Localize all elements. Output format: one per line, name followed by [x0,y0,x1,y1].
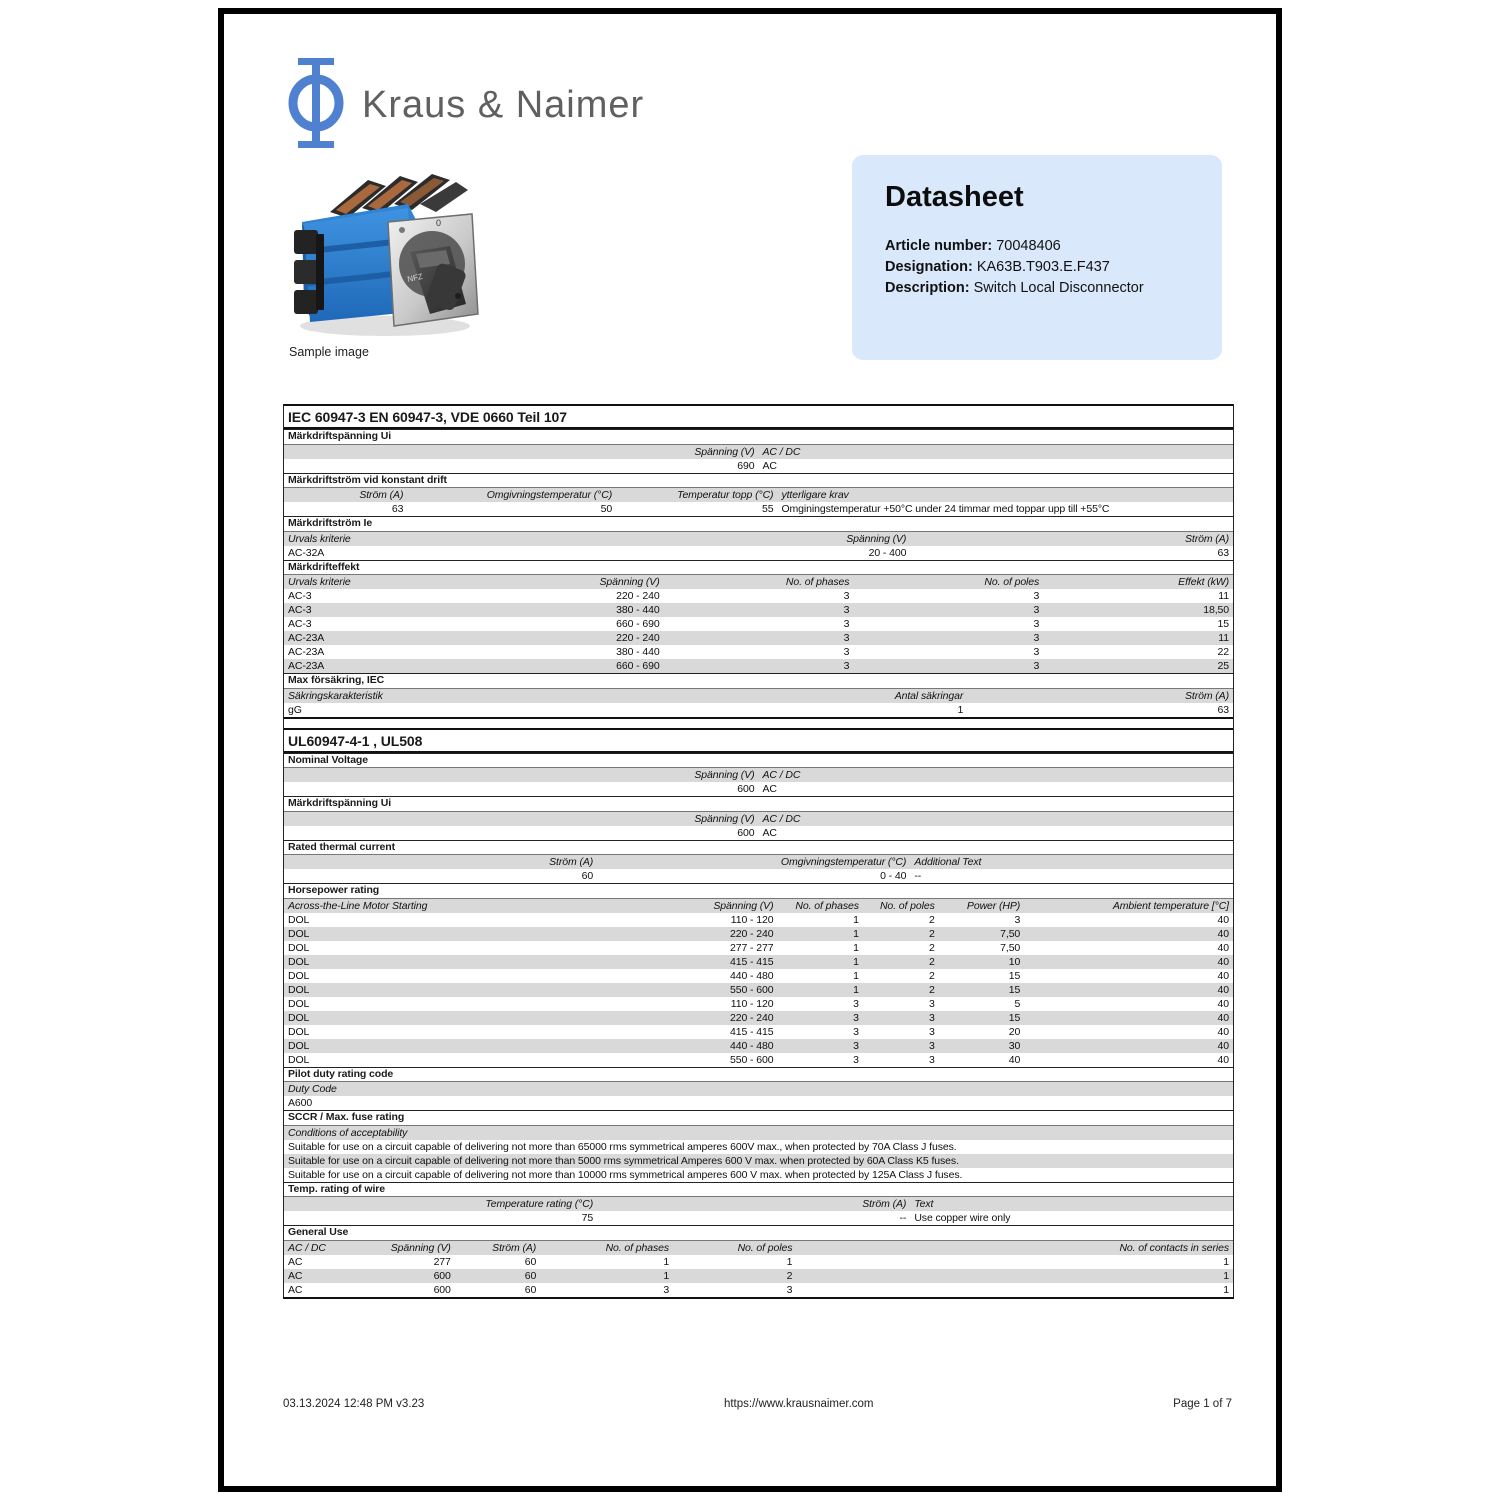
subsection-label: Pilot duty rating code [284,1067,1233,1083]
table-row [284,1255,1233,1269]
table-cell: DOL [284,955,569,969]
table-cell: Temperatur topp (°C) [616,488,777,502]
table-cell: 60 [581,870,594,882]
table-cell: 63 [391,503,404,515]
datasheet-panel [852,155,1222,360]
table-cell: 550 - 600 [569,983,778,997]
description-field [885,278,1189,299]
subsection-label: Temp. rating of wire [284,1182,1233,1198]
table-row [284,1011,1233,1025]
subsection-label: Rated thermal current [284,840,1233,856]
spec-table [284,1126,1233,1182]
table-cell: 1 [1223,1255,1229,1268]
table-header-row [284,1082,1233,1096]
table-row [284,603,1233,617]
table-cell: 1 [853,941,859,954]
table-cell: 1 [853,969,859,982]
table-cell: Omgivningstemperatur (°C) [597,855,910,869]
table-row [284,617,1233,631]
table-cell: Ström (A) [284,488,407,502]
svg-text:0: 0 [436,218,442,228]
table-cell: 3 [863,1011,939,1025]
subsection-label: Nominal Voltage [284,753,1233,769]
article-number-value: 70048406 [996,238,1061,254]
table-cell: 3 [929,1053,935,1066]
table-cell: Omgivningstemperatur (°C) [407,488,616,502]
table-row [284,1039,1233,1053]
table-cell: 1 [796,1269,1233,1283]
subsection-label: Max försäkring, IEC [284,673,1233,689]
table-header-row [284,855,1233,869]
table-row [284,502,1233,516]
table-cell: Ström (A) [284,855,597,869]
table-cell: 1 [777,955,862,969]
table-cell: Suitable for use on a circuit capable of delivering not more than 10000 rms symmetrical amperes 600 V max. when protected by 125A Class J fuses. [288,1168,963,1181]
table-cell: 20 [1008,1025,1021,1038]
table-row [284,1168,1233,1182]
table-cell: 60 [524,1283,537,1296]
subsection-label: Märkdriftspänning Ui [284,796,1233,812]
table-row [284,997,1233,1011]
table-cell: AC-3 [284,603,474,617]
spec-table [284,812,1233,840]
section-header: IEC 60947-3 EN 60947-3, VDE 0660 Teil 107 [284,404,1233,429]
table-cell: 40 [1217,941,1229,954]
table-cell: Ström (A) [967,689,1233,703]
table-header-row [284,768,1233,782]
table-cell: 40 [1217,997,1229,1010]
spec-table [284,488,1233,516]
table-cell: 3 [777,1011,862,1025]
table-cell: 3 [853,1053,859,1066]
table-row [284,1283,1233,1297]
datasheet-title: Datasheet [885,181,1024,213]
table-cell: 15 [1217,618,1229,630]
table-cell: 3 [664,631,854,645]
table-cell: 40 [1008,1053,1021,1066]
table-cell: -- [914,870,922,882]
table-cell: 20 - 400 [868,546,907,559]
table-cell: 1 [777,927,862,941]
subsection-label: Märkdriftström Ie [284,516,1233,532]
table-cell: 220 - 240 [569,927,778,941]
table-cell: 40 [1024,1039,1233,1053]
table-header-row [284,689,1233,703]
table-cell: AC [284,1269,360,1283]
table-header-row [284,445,1233,459]
table-cell: 3 [1033,590,1040,602]
table-cell: 3 [664,659,854,673]
table-cell: 3 [843,618,850,630]
table-cell: No. of phases [540,1241,673,1255]
table-cell: DOL [288,913,310,926]
table-cell: 2 [863,955,939,969]
subsection-label: General Use [284,1225,1233,1241]
spec-table [284,899,1233,1067]
table-cell: AC / DC [759,812,1234,826]
table-cell: 440 - 480 [730,969,774,982]
table-cell: 63 [1217,546,1229,559]
table-cell: AC-32A [288,546,325,559]
product-image [290,164,480,340]
table-cell: 63 [1217,703,1229,716]
table-cell: Ström (A) [455,1241,540,1255]
table-cell: 277 - 277 [730,941,774,954]
table-cell: 50 [600,503,613,515]
table-cell: 440 - 480 [569,1039,778,1053]
table-cell: DOL [288,1053,310,1066]
table-cell: Spänning (V) [284,445,759,459]
brand-text: Kraus & Naimer [362,83,645,126]
table-row [284,631,1233,645]
table-cell: AC [288,1283,303,1296]
table-cell: Temperature rating (°C) [284,1197,597,1211]
table-cell: Ambient temperature [°C] [1024,899,1233,913]
table-cell: AC-23A [288,646,325,658]
table-cell: Urvals kriterie [284,575,474,589]
table-cell: 7,50 [1000,941,1021,954]
subsection-label: Märkdriftspänning Ui [284,429,1233,445]
table-cell: ytterligare krav [777,488,1233,502]
table-cell: DOL [288,1025,310,1038]
table-cell: Suitable for use on a circuit capable of delivering not more than 65000 rms symmetrical amperes 600V max., when protected by 70A Class J fuses. [288,1140,957,1153]
table-cell: AC-23A [284,659,474,673]
table-cell: 3 [843,590,850,602]
table-cell: DOL [288,941,310,954]
spec-table [284,1082,1233,1110]
table-cell: Suitable for use on a circuit capable of delivering not more than 5000 rms symmetrical Amperes 600 V max. when protected by 60A Class K5 fuses. [284,1154,1233,1168]
table-cell: Power (HP) [939,899,1024,913]
table-cell: 1 [853,913,859,926]
table-row [284,969,1233,983]
table-cell: 660 - 690 [474,659,664,673]
subsection-label: Horsepower rating [284,883,1233,899]
table-cell: Effekt (kW) [1043,575,1233,589]
section-header: UL60947-4-1 , UL508 [284,728,1233,753]
table-cell: AC / DC [284,1241,360,1255]
table-cell: 415 - 415 [730,1025,774,1038]
subsection-label: SCCR / Max. fuse rating [284,1110,1233,1126]
table-cell: Use copper wire only [914,1212,1011,1224]
table-cell: 40 [1024,983,1233,997]
table-cell: 15 [939,1011,1024,1025]
table-header-row [284,532,1233,546]
table-cell: 3 [777,1039,862,1053]
table-cell: 60 [455,1269,540,1283]
table-cell: 55 [761,503,774,515]
table-header-row [284,812,1233,826]
table-cell: Spänning (V) [569,899,778,913]
designation-field [885,257,1189,278]
table-cell: DOL [284,1039,569,1053]
table-gap [284,717,1233,728]
table-header-row [284,1126,1233,1140]
table-cell: 110 - 120 [730,997,774,1010]
table-cell: 3 [929,997,935,1010]
table-cell: A600 [288,1097,313,1109]
table-row [284,659,1233,673]
article-number-field [885,236,1189,257]
table-cell: 220 - 240 [474,631,664,645]
table-cell: 3 [853,1025,859,1038]
table-cell: AC-3 [288,590,312,602]
table-cell: Additional Text [910,855,1233,869]
table-row [284,1053,1233,1067]
table-cell: 75 [581,1212,594,1224]
table-cell: DOL [284,927,569,941]
spec-table [284,855,1233,883]
table-cell: 3 [664,603,854,617]
designation-label: Designation: [885,259,973,275]
table-cell: AC-3 [288,618,312,630]
table-cell: 110 - 120 [730,913,774,926]
table-cell: 2 [863,983,939,997]
table-cell: Duty Code [284,1082,1233,1096]
table-cell: 2 [929,913,935,926]
table-cell: 15 [939,983,1024,997]
table-row [284,1140,1233,1154]
table-cell: DOL [284,983,569,997]
table-header-row [284,899,1233,913]
table-cell: No. of phases [777,899,862,913]
spec-table [284,1241,1233,1297]
sample-image-caption: Sample image [289,345,369,359]
table-cell: 3 [853,631,1043,645]
description-value: Switch Local Disconnector [973,280,1144,296]
table-cell: 22 [1217,646,1229,658]
table-cell: Ström (A) [910,532,1233,546]
table-cell: 3 [1033,618,1040,630]
article-number-label: Article number: [885,238,993,254]
table-cell: 40 [1024,927,1233,941]
table-cell: Säkringskarakteristik [284,689,702,703]
spec-tables [283,404,1234,1299]
table-cell: 2 [929,941,935,954]
table-cell: 3 [863,1039,939,1053]
table-cell: 40 [1217,1053,1229,1066]
table-cell: 3 [1033,646,1040,658]
table-cell: 600 [433,1283,451,1296]
table-row [284,546,1233,560]
table-cell: AC [288,1255,303,1268]
spec-table [284,768,1233,796]
table-cell: 40 [1217,913,1229,926]
table-cell: Urvals kriterie [284,532,664,546]
table-header-row [284,575,1233,589]
table-cell: 1 [1223,1283,1229,1296]
table-cell: 15 [1008,969,1021,982]
table-cell: 2 [863,927,939,941]
spec-table [284,532,1233,560]
table-cell: Spänning (V) [474,575,664,589]
table-cell: 3 [786,1283,793,1296]
table-cell: 3 [1014,913,1021,926]
table-cell: 600 [360,1269,455,1283]
table-cell: 40 [1217,1025,1229,1038]
table-row [284,826,1233,840]
table-cell: 10 [939,955,1024,969]
table-row [284,1154,1233,1168]
table-cell: 2 [673,1269,796,1283]
table-cell: Spänning (V) [284,812,759,826]
table-cell: 60 [524,1255,537,1268]
datasheet-page [218,8,1282,1492]
table-cell: 3 [853,603,1043,617]
table-cell: 600 [737,826,755,839]
table-cell: 1 [957,703,964,716]
table-row [284,703,1233,717]
table-cell: Omginingstemperatur +50°C under 24 timmar med toppar upp till +55°C [781,503,1110,515]
table-cell: DOL [284,1011,569,1025]
table-header-row [284,488,1233,502]
table-cell: No. of poles [853,575,1043,589]
table-cell: No. of contacts in series [796,1241,1233,1255]
spec-table [284,445,1233,473]
table-cell: 30 [939,1039,1024,1053]
table-cell: AC [762,459,777,472]
table-row [284,983,1233,997]
table-row [284,941,1233,955]
table-cell: 600 [737,783,755,795]
table-cell: 5 [1014,997,1021,1010]
table-cell: Conditions of acceptability [284,1126,1233,1140]
phi-logo-icon [288,58,344,148]
table-cell: 220 - 240 [569,1011,778,1025]
table-cell: No. of poles [673,1241,796,1255]
table-row [284,1025,1233,1039]
table-cell: 3 [929,1025,935,1038]
table-cell: -- [899,1212,907,1224]
table-cell: 40 [1024,955,1233,969]
table-cell: AC [762,783,777,795]
table-row [284,1096,1233,1110]
table-cell: No. of poles [863,899,939,913]
table-cell: AC / DC [759,445,1234,459]
table-cell: No. of phases [664,575,854,589]
table-cell: 25 [1043,659,1233,673]
description-label: Description: [885,280,970,296]
subsection-label: Märkdriftström vid konstant drift [284,473,1233,489]
table-cell: 550 - 600 [730,1053,774,1066]
kraus-naimer-logo [288,58,644,148]
table-cell: 11 [1043,631,1233,645]
table-cell: Text [910,1197,1233,1211]
table-cell: 3 [853,659,1043,673]
table-cell: gG [288,703,302,716]
table-header-row [284,1197,1233,1211]
footer-page: Page 1 of 7 [1173,1398,1232,1410]
table-cell: Across-the-Line Motor Starting [284,899,569,913]
table-cell: 1 [777,983,862,997]
table-cell: AC / DC [759,768,1234,782]
table-cell: 18,50 [1043,603,1233,617]
spec-table [284,1197,1233,1225]
table-cell: 380 - 440 [474,603,664,617]
table-cell: Antal säkringar [702,689,968,703]
table-cell: 415 - 415 [569,955,778,969]
table-cell: 3 [663,1283,670,1296]
table-row [284,459,1233,473]
footer-date: 03.13.2024 12:48 PM v3.23 [283,1398,425,1410]
table-cell: DOL [288,969,310,982]
table-cell: Spänning (V) [664,532,911,546]
table-cell: 2 [929,969,935,982]
table-cell: 1 [540,1269,673,1283]
table-row [284,645,1233,659]
table-cell: Ström (A) [597,1197,910,1211]
table-cell: 3 [843,646,850,658]
table-cell: 660 - 690 [616,618,660,630]
table-cell: 1 [786,1255,793,1268]
table-cell: DOL [288,997,310,1010]
table-row [284,927,1233,941]
table-cell: 3 [853,997,859,1010]
table-cell: 380 - 440 [616,646,660,658]
subsection-label: Märkdrifteffekt [284,560,1233,576]
table-cell: 690 [737,459,755,472]
table-cell: AC [762,826,777,839]
footer [283,1398,1232,1410]
table-cell: 0 - 40 [880,870,907,882]
table-cell: Spänning (V) [284,768,759,782]
table-cell: 1 [663,1255,670,1268]
table-cell: 220 - 240 [616,590,660,602]
table-row [284,782,1233,796]
table-row [284,1211,1233,1225]
table-cell: 40 [1217,969,1229,982]
table-cell: 277 [433,1255,451,1268]
table-header-row [284,1241,1233,1255]
table-row [284,869,1233,883]
table-cell: Spänning (V) [360,1241,455,1255]
spec-table [284,575,1233,673]
table-cell: AC-23A [284,631,474,645]
designation-value: KA63B.T903.E.F437 [976,259,1110,275]
rotary-switch-illustration [290,164,480,340]
table-row [284,1269,1233,1283]
table-cell: 11 [1218,590,1229,602]
table-row [284,955,1233,969]
table-row [284,589,1233,603]
table-row [284,913,1233,927]
svg-text:NFZ: NFZ [406,271,424,284]
footer-url: https://www.krausnaimer.com [723,1398,874,1410]
table-cell: 40 [1024,1011,1233,1025]
spec-table [284,689,1233,717]
table-cell: 7,50 [939,927,1024,941]
